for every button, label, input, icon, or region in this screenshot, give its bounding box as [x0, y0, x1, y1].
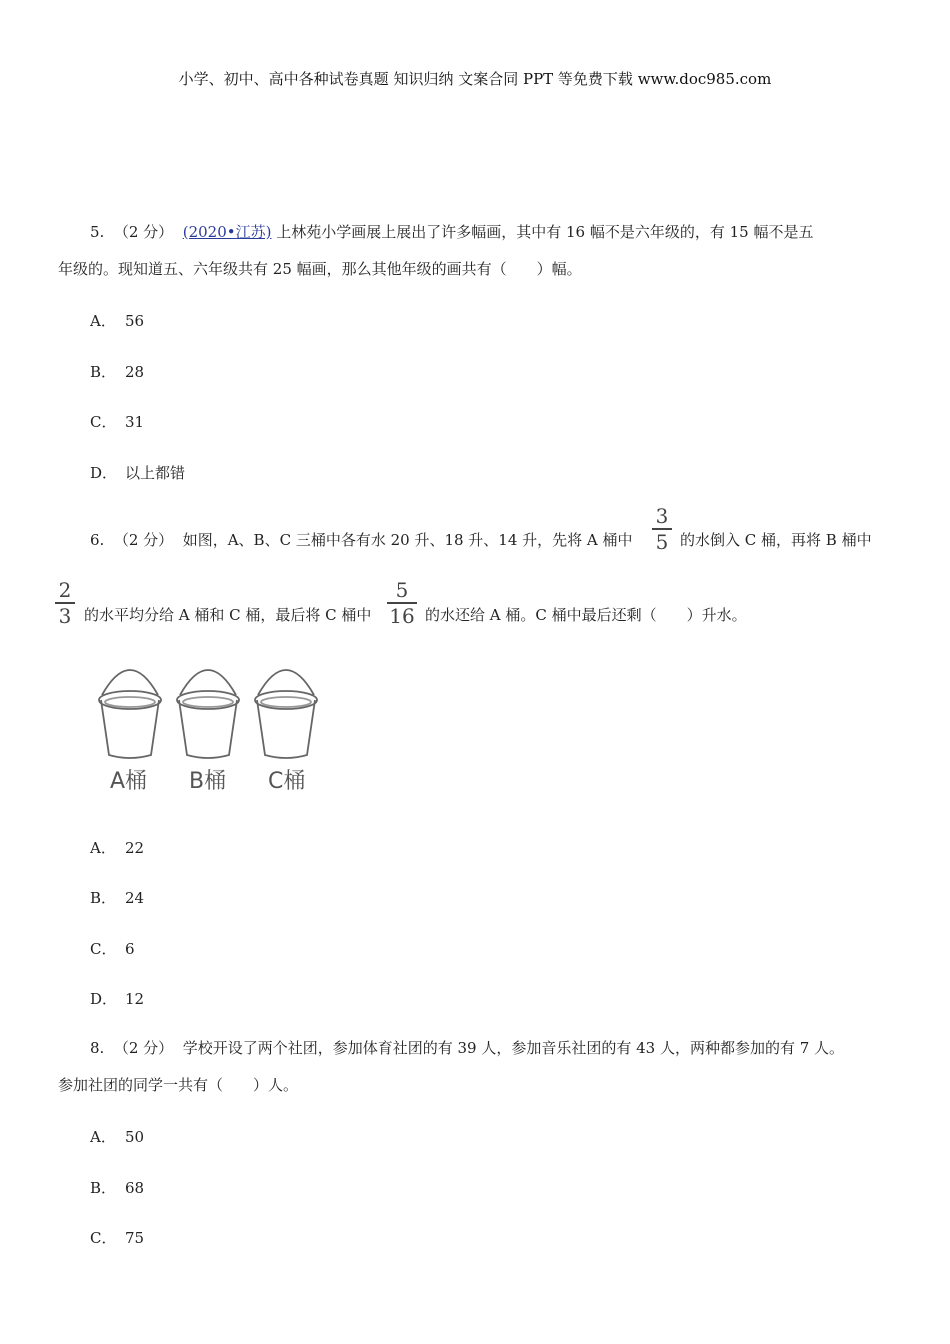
option-d[interactable]: D． 12: [90, 990, 145, 1008]
bucket-b-icon: [177, 670, 239, 758]
fraction-2-3: 2 3: [55, 580, 75, 626]
question-score: （2 分）: [113, 1039, 174, 1057]
question-text: 如图，A、B、C 三桶中各有水 20 升、18 升、14 升，先将 A 桶中: [182, 531, 633, 549]
bucket-a-label: A桶: [110, 769, 148, 794]
bucket-b-label: B桶: [189, 769, 227, 794]
question-text: 学校开设了两个社团，参加体育社团的有 39 人，参加音乐社团的有 43 人，两种都参加的有 7 人。: [182, 1039, 845, 1057]
option-a[interactable]: A． 56: [90, 312, 145, 330]
fraction-5-16: 5 16: [387, 580, 417, 626]
option-b[interactable]: B． 68: [90, 1179, 145, 1197]
question-5-line-1: [90, 222, 813, 242]
option-b[interactable]: B． 24: [90, 889, 145, 907]
question-text: 上林苑小学画展上展出了许多幅画，其中有 16 幅不是六年级的，有 15 幅不是五: [276, 223, 814, 241]
question-text: 的水倒入 C 桶，再将 B 桶中: [680, 531, 872, 549]
question-number: 8.: [90, 1039, 105, 1057]
question-number: 6.: [90, 531, 105, 549]
page-header: 小学、初中、高中各种试卷真题 知识归纳 文案合同 PPT 等免费下载 www.doc985.com: [178, 70, 772, 88]
question-8-line-1: [90, 1038, 844, 1058]
bucket-c-label: C桶: [268, 769, 306, 794]
bucket-c-icon: [255, 670, 317, 758]
option-c[interactable]: C． 31: [90, 413, 145, 431]
question-text: 的水平均分给 A 桶和 C 桶，最后将 C 桶中: [84, 606, 372, 624]
option-a[interactable]: A． 50: [90, 1128, 145, 1146]
option-d[interactable]: D． 以上都错: [90, 464, 186, 482]
option-a[interactable]: A． 22: [90, 839, 145, 857]
question-number: 5.: [90, 223, 105, 241]
question-8-line-2: 参加社团的同学一共有（ ）人。: [58, 1076, 299, 1094]
option-c[interactable]: C． 6: [90, 940, 135, 958]
question-5-line-2: 年级的。现知道五、六年级共有 25 幅画，那么其他年级的画共有（ ）幅。: [58, 260, 582, 278]
option-b[interactable]: B． 28: [90, 363, 145, 381]
fraction-3-5: 3 5: [652, 506, 672, 552]
question-score: （2 分）: [113, 223, 174, 241]
source-tag-link[interactable]: (2020•江苏): [182, 223, 272, 241]
question-6-line-1: [90, 530, 633, 550]
option-c[interactable]: C． 75: [90, 1229, 145, 1247]
question-text: 的水还给 A 桶。C 桶中最后还剩（ ）升水。: [425, 606, 747, 624]
question-score: （2 分）: [113, 531, 174, 549]
bucket-a-icon: [99, 670, 161, 758]
buckets-figure: [92, 660, 332, 800]
